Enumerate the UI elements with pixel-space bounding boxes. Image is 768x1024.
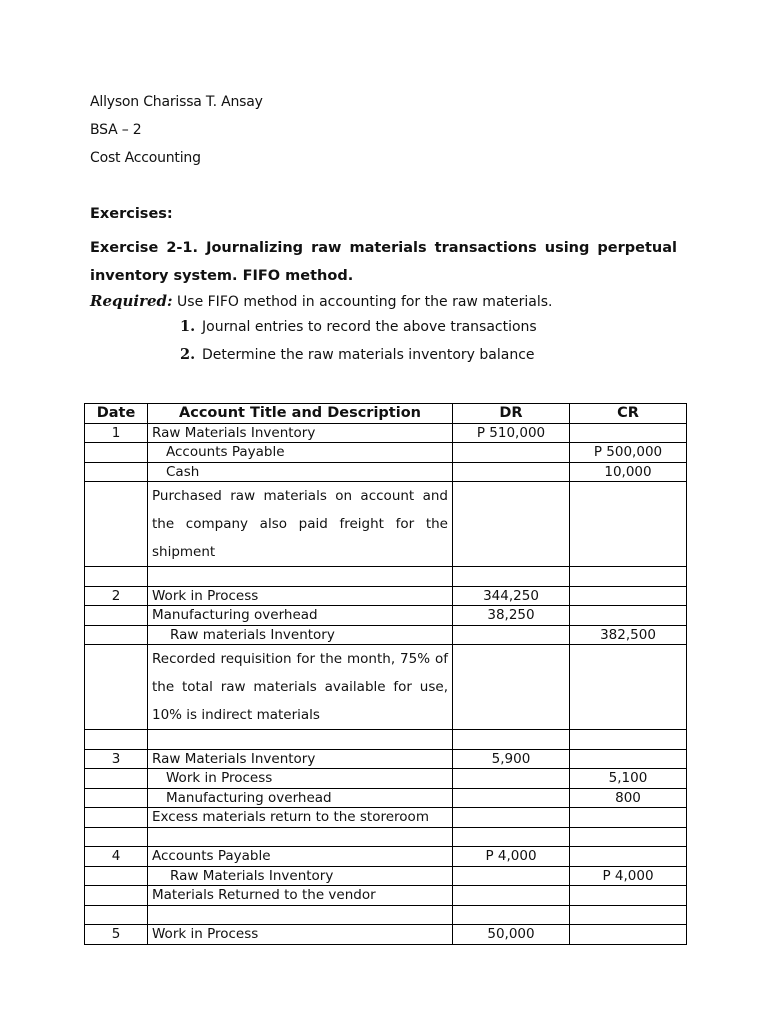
credit-amount: 10,000 [570, 462, 687, 482]
table-row [85, 827, 687, 847]
header-cr: CR [570, 404, 687, 424]
account-title: Work in Process [148, 586, 453, 606]
table-row [85, 567, 687, 587]
step-number: 2. [180, 346, 196, 363]
account-title: Raw Materials Inventory [148, 866, 453, 886]
step-text: Journal entries to record the above transactions [202, 319, 537, 335]
entry-description: Purchased raw materials on account and the company also paid freight for the shipment [148, 482, 453, 567]
required-label: Required: [90, 292, 173, 310]
credit-amount: 800 [570, 788, 687, 808]
account-title: Raw Materials Inventory [148, 423, 453, 443]
subject-name: Cost Accounting [90, 150, 201, 166]
table-header-row [85, 404, 687, 424]
table-row [85, 788, 687, 808]
step-number: 1. [180, 318, 196, 335]
debit-amount: 344,250 [453, 586, 570, 606]
credit-amount: P 500,000 [570, 443, 687, 463]
entry-description: Materials Returned to the vendor [148, 886, 453, 906]
table-row [85, 423, 687, 443]
header-account: Account Title and Description [148, 404, 453, 424]
header-date: Date [85, 404, 148, 424]
debit-amount: 50,000 [453, 925, 570, 945]
table-row [85, 586, 687, 606]
table-row [85, 847, 687, 867]
step-text: Determine the raw materials inventory balance [202, 347, 535, 363]
entry-date: 1 [85, 423, 148, 443]
exercise-title: Exercise 2-1. Journalizing raw materials transactions using perpetual inventory system. FIFO method. [90, 240, 677, 284]
required-text: Use FIFO method in accounting for the raw materials. [172, 294, 553, 310]
table-row [85, 769, 687, 789]
account-title: Accounts Payable [148, 443, 453, 463]
table-row [85, 925, 687, 945]
table-row [85, 606, 687, 626]
table-row [85, 625, 687, 645]
debit-amount: P 4,000 [453, 847, 570, 867]
entry-date: 4 [85, 847, 148, 867]
entry-date: 3 [85, 749, 148, 769]
entry-date: 5 [85, 925, 148, 945]
debit-amount: 5,900 [453, 749, 570, 769]
student-name: Allyson Charissa T. Ansay [90, 94, 263, 110]
required-line [90, 292, 552, 310]
step-item [180, 346, 535, 363]
table-row [85, 749, 687, 769]
account-title: Raw materials Inventory [148, 625, 453, 645]
account-title: Work in Process [148, 925, 453, 945]
account-title: Work in Process [148, 769, 453, 789]
debit-amount: P 510,000 [453, 423, 570, 443]
account-title: Manufacturing overhead [148, 606, 453, 626]
table-row [85, 808, 687, 828]
credit-amount [570, 423, 687, 443]
course-section: BSA – 2 [90, 122, 142, 138]
table-row [85, 905, 687, 925]
table-row [85, 866, 687, 886]
table-row [85, 482, 687, 567]
table-row [85, 886, 687, 906]
entry-description: Excess materials return to the storeroom [148, 808, 453, 828]
table-row [85, 730, 687, 750]
entry-description: Recorded requisition for the month, 75% of the total raw materials available for use, 10% is indirect materials [148, 645, 453, 730]
debit-amount: 38,250 [453, 606, 570, 626]
header-dr: DR [453, 404, 570, 424]
credit-amount: P 4,000 [570, 866, 687, 886]
credit-amount: 5,100 [570, 769, 687, 789]
account-title: Raw Materials Inventory [148, 749, 453, 769]
account-title: Cash [148, 462, 453, 482]
table-row [85, 443, 687, 463]
table-row [85, 645, 687, 730]
journal-entries-table [84, 403, 687, 945]
exercises-label: Exercises: [90, 206, 173, 222]
table-row [85, 462, 687, 482]
credit-amount: 382,500 [570, 625, 687, 645]
account-title: Accounts Payable [148, 847, 453, 867]
entry-date: 2 [85, 586, 148, 606]
account-title: Manufacturing overhead [148, 788, 453, 808]
step-item [180, 318, 537, 335]
